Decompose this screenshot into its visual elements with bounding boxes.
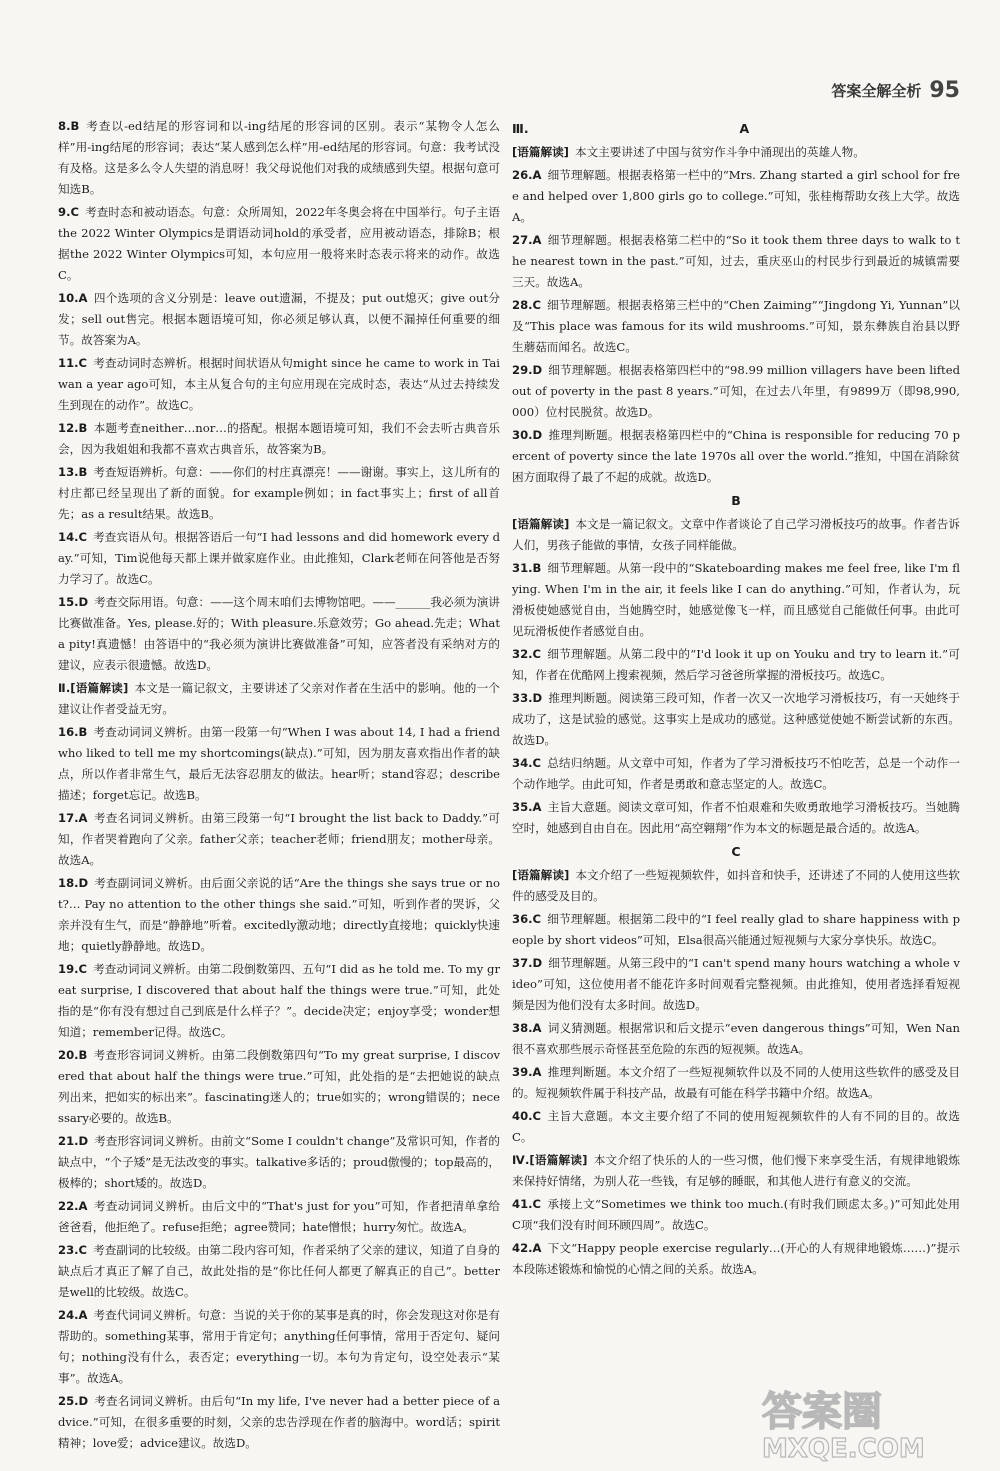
answer-explanation: 考查以-ed结尾的形容词和以-ing结尾的形容词的区别。表示“某物令人怎么样”用-ing结尾的形容词；表达“某人感到怎么样”用-ed结尾的形容词。句意：我考试没有及格。这是多么令人失望的消息呀！我父母说他们对我的成绩感到失望。根据句意可知选B。 — [58, 119, 500, 196]
answer-number: 22.A — [58, 1199, 88, 1213]
answer-number: 14.C — [58, 530, 88, 544]
section-heading — [512, 490, 960, 512]
answer-number: 8.B — [58, 119, 80, 133]
answer-item — [512, 797, 960, 839]
answer-number: 25.D — [58, 1394, 89, 1408]
answer-explanation: 考查动词词义辨析。由后文中的“That's just for you”可知，作者把清单拿给爸爸看，他拒绝了。refuse拒绝；agree赞同；hate憎恨；hurry匆忙。故选A。 — [58, 1199, 500, 1234]
answer-item — [512, 558, 960, 642]
answer-number: 10.A — [58, 291, 88, 305]
answer-number: [语篇解读] — [512, 517, 570, 531]
answer-number: 18.D — [58, 876, 89, 890]
answer-item — [512, 514, 960, 556]
answer-explanation: 考查名词词义辨析。由第三段第一句“I brought the list back to Daddy.”可知，作者哭着跑向了父亲。father父亲；teacher老师；friend朋友；mother母亲。故选A。 — [58, 811, 500, 867]
answer-number: 40.C — [512, 1109, 542, 1123]
answer-item — [512, 230, 960, 293]
answer-explanation: 四个选项的含义分别是：leave out遗漏，不提及；put out熄灭；give out分发；sell out售完。根据本题语境可知，你必须足够认真，以便不漏掉任何重要的细节。故答案为A。 — [58, 291, 500, 347]
answer-explanation: 考查动词词义辨析。由第一段第一句“When I was about 14, I had a friend who liked to tell me my shortcomings(缺点).”可知，因为朋友喜欢指出作者的缺点，所以作者非常生气，最后无法容忍朋友的做法。hear听；stand容忍；describe描述；forget忘记。故选B。 — [58, 725, 500, 802]
answer-number: 21.D — [58, 1134, 89, 1148]
answer-explanation: 考查名词词义辨析。由后句“In my life, I've never had a better piece of advice.”可知，在很多重要的时刻，父亲的忠告浮现在作者的脑海中。word话；spirit精神；love爱；advice建议。故选D。 — [58, 1394, 500, 1450]
answer-explanation: 词义猜测题。根据常识和后文提示“even dangerous things”可知，Wen Nan很不喜欢那些展示奇怪甚至危险的东西的短视频。故选A。 — [512, 1021, 960, 1056]
answer-item — [58, 418, 500, 460]
answer-item — [58, 1391, 500, 1454]
answer-explanation: 下文“Happy people exercise regularly…(开心的人有规律地锻炼……)”提示本段陈述锻炼和愉悦的心情之间的关系。故选A。 — [512, 1241, 960, 1276]
answer-item — [512, 865, 960, 907]
answer-explanation: 细节理解题。根据表格第四栏中的“98.99 million villagers have been lifted out of poverty in the past 8 years.”可知，在过去八年里，有9899万（即98,990,000）位村民脱贫。故选D。 — [512, 363, 960, 419]
answer-explanation: 主旨大意题。阅读文章可知，作者不怕艰难和失败勇敢地学习滑板技巧。当她腾空时，她感到自由自在。因此用“高空翱翔”作为本文的标题是最合适的。故选A。 — [512, 800, 960, 835]
answer-explanation: 细节理解题。根据表格第一栏中的“Mrs. Zhang started a girl school for free and helped over 1,800 girls go to college.”可知，张桂梅帮助女孩上大学。故选A。 — [512, 168, 960, 224]
section-letter: C — [731, 844, 741, 859]
answer-item — [58, 1240, 500, 1303]
answer-item — [58, 353, 500, 416]
watermark-logo — [752, 1377, 982, 1463]
answer-number: 27.A — [512, 233, 542, 247]
answer-item — [58, 808, 500, 871]
answer-item — [58, 462, 500, 525]
answer-number: 42.A — [512, 1241, 542, 1255]
answer-item — [512, 1150, 960, 1192]
page-number: 95 — [929, 78, 960, 103]
answer-number: 19.C — [58, 962, 88, 976]
section-heading — [512, 118, 960, 140]
answer-explanation: 考查副词的比较级。由第二段内容可知，作者采纳了父亲的建议，知道了自身的缺点后才真正了解了自己，故此处指的是“你比任何人都更了解真正的自己”。better是well的比较级。故选C。 — [58, 1243, 500, 1299]
answer-explanation: 推理判断题。根据表格第四栏中的“China is responsible for reducing 70 percent of poverty since the late 1970s all over the world.”推知，中国在消除贫困方面取得了最了不起的成就。故选D。 — [512, 428, 960, 484]
answer-number: 17.A — [58, 811, 88, 825]
answer-number: 26.A — [512, 168, 542, 182]
answer-explanation: 细节理解题。根据表格第三栏中的“Chen Zaiming”“Jingdong Yi, Yunnan”以及“This place was famous for its wild mushrooms.”可知，景东彝族自治县以野生蘑菇而闻名。故选C。 — [512, 298, 960, 354]
answer-explanation: 考查形容词词义辨析。由前文“Some I couldn't change”及常识可知，作者的缺点中，“个子矮”是无法改变的事实。talkative多话的；proud傲慢的；top最高的，极棒的；short矮的。故选D。 — [58, 1134, 500, 1190]
answer-number: 38.A — [512, 1021, 542, 1035]
answer-number: 39.A — [512, 1065, 542, 1079]
answer-explanation: 总结归纳题。从文章中可知，作者为了学习滑板技巧不怕吃苦，总是一个动作一个动作地学。由此可知，作者是勇敢和意志坚定的人。故选C。 — [512, 756, 960, 791]
answer-item — [512, 425, 960, 488]
section-heading — [512, 841, 960, 863]
right-column — [512, 116, 960, 1282]
answer-item — [58, 722, 500, 806]
answer-item — [512, 1106, 960, 1148]
answer-item — [58, 678, 500, 720]
answer-explanation: 本文是一篇记叙文。文章中作者谈论了自己学习滑板技巧的故事。作者告诉人们，男孩子能做的事情，女孩子同样能做。 — [512, 517, 960, 552]
answer-number: [语篇解读] — [512, 868, 570, 882]
answer-explanation: 本文主要讲述了中国与贫穷作斗争中涌现出的英雄人物。 — [574, 145, 865, 159]
answer-item — [58, 1131, 500, 1194]
answer-explanation: 细节理解题。根据第二段中的“I feel really glad to share happiness with people by short videos”可知，Elsa很高兴能通过短视频与大家分享快乐。故选C。 — [512, 912, 960, 947]
answer-explanation: 本文介绍了快乐的人的一些习惯，他们慢下来享受生活，有规律地锻炼来保持好情绪，为别人花一些钱，有足够的睡眠，和其他人进行有意义的交流。 — [512, 1153, 960, 1188]
answer-explanation: 细节理解题。从第一段中的“Skateboarding makes me feel free, like I'm flying. When I'm in the air, it feels like I can do anything.”可知，作者认为，玩滑板使她感觉自由，当她腾空时，她感觉像飞一样，而且感觉自己能做任何事。由此可见玩滑板使作者感觉自由。 — [512, 561, 960, 638]
answer-explanation: 考查交际用语。句意：——这个周末咱们去博物馆吧。——______我必须为演讲比赛做准备。Yes, please.好的；With pleasure.乐意效劳；Go ahead.先走；What a pity!真遗憾！由答语中的“我必须为演讲比赛做准备”可知，应答者没有采纳对方的建议，应表示很遗憾。故选D。 — [58, 595, 500, 672]
answer-explanation: 本文介绍了一些短视频软件，如抖音和快手，还讲述了不同的人使用这些软件的感受及目的。 — [512, 868, 960, 903]
answer-item — [512, 644, 960, 686]
answer-explanation: 考查宾语从句。根据答语后一句“I had lessons and did homework every day.”可知，Tim说他每天都上课并做家庭作业。由此推知，Clark老师在问答他是否努力学习了。故选C。 — [58, 530, 500, 586]
answer-explanation: 本题考查neither…nor…的搭配。根据本题语境可知，我们不会去听古典音乐会，因为我姐姐和我都不喜欢古典音乐，故答案为B。 — [58, 421, 500, 456]
answer-number: Ⅳ.[语篇解读] — [512, 1153, 588, 1167]
answer-item — [512, 753, 960, 795]
answer-explanation: 细节理解题。根据表格第二栏中的“So it took them three days to walk to the nearest town in the past.”可知，过去，重庆巫山的村民步行到最近的城镇需要三天。故选A。 — [512, 233, 960, 289]
answer-item — [512, 909, 960, 951]
answer-item — [512, 1238, 960, 1280]
answer-number: 16.B — [58, 725, 88, 739]
answer-item — [58, 527, 500, 590]
answer-number: 12.B — [58, 421, 88, 435]
answer-explanation: 考查短语辨析。句意：——你们的村庄真漂亮！——谢谢。事实上，这儿所有的村庄都已经呈现出了新的面貌。for example例如；in fact事实上；first of all首先；as a result结果。故选B。 — [58, 465, 500, 521]
answer-explanation: 承接上文“Sometimes we think too much.(有时我们顾虑太多。)”可知此处用C项“我们没有时间环顾四周”。故选C。 — [512, 1197, 960, 1232]
answer-item — [512, 360, 960, 423]
left-column — [58, 116, 500, 1456]
answer-item — [58, 288, 500, 351]
answer-item — [512, 165, 960, 228]
answer-item — [58, 959, 500, 1043]
answer-number: 11.C — [58, 356, 88, 370]
answer-item — [58, 116, 500, 200]
answer-explanation: 考查时态和被动语态。句意：众所周知，2022年冬奥会将在中国举行。句子主语the 2022 Winter Olympics是谓语动词hold的承受者，应用被动语态，排除B；根据the 2022 Winter Olympics可知，本句应用一般将来时态表示将来的动作。故选C。 — [58, 205, 500, 282]
answer-item — [512, 142, 960, 163]
answer-explanation: 考查副词词义辨析。由后面父亲说的话“Are the things she says true or not?… Pay no attention to the other things she said.”可知，听到作者的哭诉，父亲并没有生气，而是“静静地”听着。excitedly激动地；directly直接地；quickly快速地；quietly静静地。故选D。 — [58, 876, 500, 953]
answer-item — [58, 1045, 500, 1129]
answer-explanation: 推理判断题。阅读第三段可知，作者一次又一次地学习滑板技巧，有一天她终于成功了，这是试验的感觉。这事实上是成功的感觉。这种感觉使她不断尝试新的东西。故选D。 — [512, 691, 960, 747]
answer-explanation: 考查形容词词义辨析。由第二段倒数第四句“To my great surprise, I discovered that about half the things were true.”可知，此处指的是“去把她说的缺点列出来，把如实的标出来”。fascinating迷人的；true如实的；wrong错误的；necessary必要的。故选B。 — [58, 1048, 500, 1125]
answer-number: 41.C — [512, 1197, 542, 1211]
answer-item — [58, 1305, 500, 1389]
header-title: 答案全解全析 — [831, 82, 922, 100]
answer-explanation: 考查动词时态辨析。根据时间状语从句might since he came to work in Taiwan a year ago可知，本主从复合句的主句应用现在完成时态，表达“从过去持续发生到现在的动作”。故选C。 — [58, 356, 500, 412]
answer-number: 30.D — [512, 428, 543, 442]
answer-number: 28.C — [512, 298, 542, 312]
answer-number: 9.C — [58, 205, 79, 219]
section-letter: B — [731, 493, 741, 508]
answer-item — [512, 1194, 960, 1236]
answer-item — [512, 688, 960, 751]
answer-explanation: 细节理解题。从第三段中的“I can't spend many hours watching a whole video”可知，这位使用者不能花许多时间观看完整视频。由此推知，使用者选择看短视频是因为他们没有太多时间。故选D。 — [512, 956, 960, 1012]
answer-explanation: 主旨大意题。本文主要介绍了不同的使用短视频软件的人有不同的目的。故选C。 — [512, 1109, 960, 1144]
answer-item — [512, 295, 960, 358]
answer-explanation: 考查动词词义辨析。由第二段倒数第四、五句“I did as he told me. To my great surprise, I discovered that about half the things were true.”可知，此处指的是“你有没有想过自己到底是什么样子？”。decide决定；enjoy享受；wonder想知道；remember记得。故选C。 — [58, 962, 500, 1039]
answer-number: 33.D — [512, 691, 543, 705]
answer-number: 24.A — [58, 1308, 88, 1322]
answer-number: 20.B — [58, 1048, 88, 1062]
answer-number: 34.C — [512, 756, 542, 770]
svg-text:MXQE.COM: MXQE.COM — [762, 1434, 925, 1463]
answer-explanation: 本文是一篇记叙文，主要讲述了父亲对作者在生活中的影响。他的一个建议让作者受益无穷。 — [58, 681, 500, 716]
answer-explanation: 细节理解题。从第二段中的“I'd look it up on Youku and try to learn it.”可知，作者在优酷网上搜索视频，然后学习爸爸所掌握的滑板技巧。故选C。 — [512, 647, 960, 682]
answer-number: Ⅱ.[语篇解读] — [58, 681, 129, 695]
answer-item — [512, 1018, 960, 1060]
svg-text:答案圈: 答案圈 — [762, 1389, 882, 1435]
answer-explanation: 考查代词词义辨析。句意：当说的关于你的某事是真的时，你会发现这对你是有帮助的。something某事，常用于肯定句；anything任何事情，常用于否定句、疑问句；nothing没有什么，表否定；everything一切。本句为肯定句，设空处表示“某事”。故选A。 — [58, 1308, 500, 1385]
answer-number: 37.D — [512, 956, 543, 970]
section-number: Ⅲ. — [512, 121, 529, 136]
answer-number: 29.D — [512, 363, 543, 377]
answer-item — [512, 1062, 960, 1104]
answer-item — [58, 1196, 500, 1238]
page-header — [831, 78, 960, 103]
answer-number: 23.C — [58, 1243, 88, 1257]
answer-number: 15.D — [58, 595, 89, 609]
answer-number: 35.A — [512, 800, 542, 814]
answer-item — [512, 953, 960, 1016]
answer-item — [58, 592, 500, 676]
answer-item — [58, 873, 500, 957]
section-letter: A — [739, 121, 750, 136]
answer-number: 13.B — [58, 465, 88, 479]
answer-number: 36.C — [512, 912, 542, 926]
answer-explanation: 推理判断题。本文介绍了一些短视频软件以及不同的人使用这些软件的感受及目的。短视频软件属于科技产品，故最有可能在科学书籍中介绍。故选A。 — [512, 1065, 960, 1100]
answer-number: [语篇解读] — [512, 145, 569, 159]
answer-number: 32.C — [512, 647, 542, 661]
answer-item — [58, 202, 500, 286]
answer-number: 31.B — [512, 561, 542, 575]
